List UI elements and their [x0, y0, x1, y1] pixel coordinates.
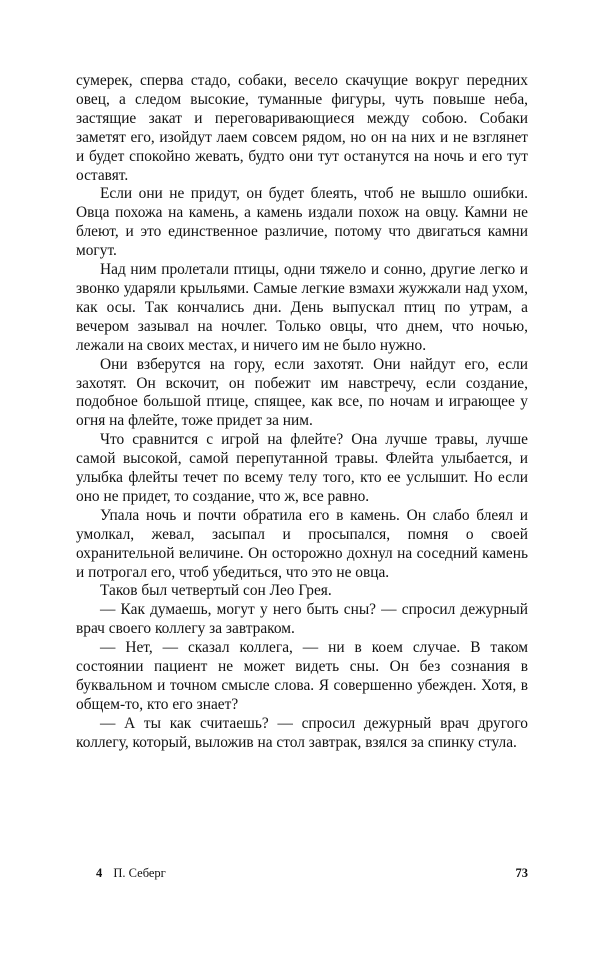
page-footer [96, 866, 528, 886]
paragraph-10: — А ты как считаешь? — спросил дежурный врач другого коллегу, который, выложив на стол завтрак, взялся за спинку стула. [76, 714, 528, 751]
page-number: 73 [515, 866, 528, 880]
paragraph-7: Таков был четвертый сон Лео Грея. [100, 582, 332, 600]
paragraph-6: Упала ночь и почти обратила его в камень. Он слабо блеял и умолкал, жевал, засыпал и просыпался, помня о своей охранительной величине. Он осторожно дохнул на соседний камень и потрогал его, чтоб убедиться, что это не овца. [76, 506, 528, 581]
signature-number: 4 [96, 866, 103, 880]
paragraph-9: — Нет, — сказал коллега, — ни в коем случае. В таком состоянии пациент не может видеть сны. Он без сознания в буквальном и точном смысле слова. Я совершенно убежден. Хотя, в общем-то, кто его знает? [76, 639, 528, 713]
paragraph-8: — Как думаешь, могут у него быть сны? — спросил дежурный врач своего коллегу за завтраком. [76, 601, 528, 638]
paragraph-4: Они взберутся на гору, если захотят. Они найдут его, если захотят. Он вскочит, он побежит им навстречу, если создание, подобное большой птице, спящее, как все, по ночам и играющее у огня на флейте, тоже придет за ним. [76, 355, 528, 430]
signature-text: П. Себерг [113, 866, 166, 880]
paragraph-3: Над ним пролетали птицы, одни тяжело и сонно, другие легко и звонко ударяли крыльями. Самые легкие взмахи жужжали над ухом, как осы. Так кончались дни. День выпускал птиц по утрам, а вечером зазывал на ночлег. Только овцы, что днем, что ночью, лежали на своих местах, и ничего им не было нужно. [76, 261, 528, 354]
printer-signature [96, 866, 166, 881]
paragraph-2: Если они не придут, он будет блеять, чтоб не вышло ошибки. Овца похожа на камень, а камень издали похож на овцу. Камни не блеют, и это единственное различие, потому что двигаться камни могут. [76, 185, 528, 260]
paragraph-1: сумерек, сперва стадо, собаки, весело скачущие вокруг передних овец, а следом высокие, туманные фигуры, чуть повыше неба, застящие закат и переговаривающиеся между собою. Собаки заметят его, изойдут лаем совсем рядом, но он на них и не взглянет и будет спокойно жевать, будто они тут останутся на ночь и его тут оставят. [76, 72, 528, 184]
page-body [76, 72, 528, 753]
paragraph-5: Что сравнится с игрой на флейте? Она лучше травы, лучше самой высокой, самой перепутанной травы. Флейта улыбается, и улыбка флейты течет по всему телу того, кто ее услышит. Но если оно не придет, то создание, что ж, все равно. [76, 431, 528, 505]
